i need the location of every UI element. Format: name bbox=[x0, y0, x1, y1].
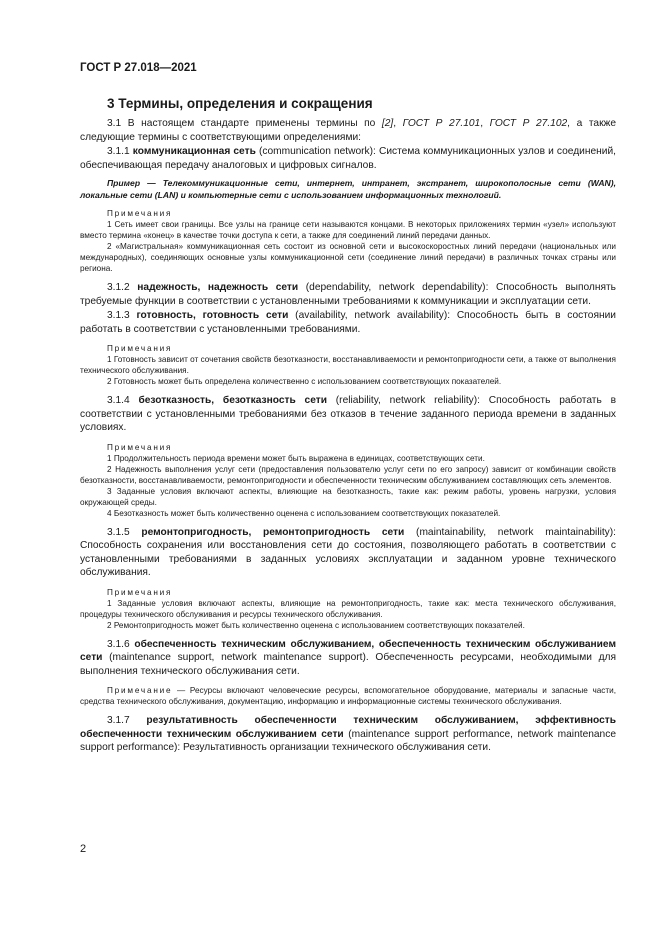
note-item: 3 Заданные условия включают аспекты, влияющие на безотказность, такие как: режим работы, уровень нагрузки, условия окружающей среды. bbox=[80, 486, 616, 507]
notes-heading: Примечания bbox=[107, 442, 173, 452]
term-name: надежность, надежность сети bbox=[137, 282, 299, 293]
page-number: 2 bbox=[80, 843, 87, 855]
standard-header: ГОСТ Р 27.018—2021 bbox=[80, 62, 197, 74]
note-label: Примечание bbox=[107, 686, 173, 695]
notes-heading: Примечания bbox=[107, 209, 173, 218]
note-item: 2 Надежность выполнения услуг сети (предоставления пользователю услуг сети по его запросу) зависит от комбинации свойств безотказности, восстанавливаемости, ремонтопригодности и обеспеченности техническим обслуживанием составляющих сеть элементов. bbox=[80, 464, 616, 485]
ref-gost-27-101: ГОСТ Р 27.101 bbox=[402, 118, 481, 129]
term-3-1-4: 3.1.4 безотказность, безотказность сети (reliability, network reliability): Способность работать в соответствии с установленными требованиями без отказов в течение заданного периода времени в заданных условиях. bbox=[80, 395, 616, 433]
note-item: 1 Сеть имеет свои границы. Все узлы на границе сети называются концами. В некоторых приложениях термин «узел» используют вместо термина «конец» в качестве точки доступа к сети, а также для соединений линий передачи данных. bbox=[80, 220, 616, 240]
term-name: безотказность, безотказность сети bbox=[138, 395, 327, 406]
term-name: ремонтопригодность, ремонтопригодность сети bbox=[141, 526, 405, 538]
term-name: обеспеченность техническим обслуживанием, обеспеченность техническим обслуживанием сети bbox=[80, 638, 616, 663]
notes-heading: Примечания bbox=[107, 587, 173, 597]
note-item: 1 Готовность зависит от сочетания свойств безотказности, восстанавливаемости и ремонтопригодности сети, а также от выполнения технического обслуживания. bbox=[80, 355, 616, 375]
note-item: 2 «Магистральная» коммуникационная сеть состоит из основной сети и высокоскоростных линий передачи (национальных или международных), соединяющих основные узлы коммуникационной сети (соединение линий передачи) в различных точках страны или региона. bbox=[80, 242, 616, 273]
term-3-1-5: 3.1.5 ремонтопригодность, ремонтопригодность сети (maintainability, network maintainability): Способность сохранения или восстановления сети до состояния, позволяющего работать в соответствии с установленными требованиями в заданных условиях эксплуатации и заданном уровне технического обслуживания. bbox=[80, 526, 616, 578]
notes-heading: Примечания bbox=[107, 344, 173, 353]
note-item: 2 Ремонтопригодность может быть количественно оценена с использованием соответствующих показателей. bbox=[107, 620, 525, 630]
note-item: 4 Безотказность может быть количественно оценена с использованием соответствующих показателей. bbox=[107, 508, 501, 518]
note-item: 1 Продолжительность периода времени может быть выражена в единицах, соответствующих сети. bbox=[107, 453, 485, 463]
note-item: 2 Готовность может быть определена количественно с использованием соответствующих показателей. bbox=[107, 377, 502, 386]
intro-paragraph: 3.1 В настоящем стандарте применены термины по [2], ГОСТ Р 27.101, ГОСТ Р 27.102, а также следующие термины с соответствующими определениями: bbox=[80, 118, 617, 143]
term-3-1-2: 3.1.2 надежность, надежность сети (dependability, network dependability): Способность выполнять требуемые функции в соответствии с установленными требованиями к коммуникации и эксплуатации сети. bbox=[80, 282, 616, 307]
note-item: 1 Заданные условия включают аспекты, влияющие на ремонтопригодность, такие как: места технического обслуживания, процедуры технического обслуживания и ресурсы технического обслуживания. bbox=[80, 598, 616, 619]
term-3-1-7: 3.1.7 результативность обеспеченности техническим обслуживанием, эффективность обеспеченности техническим обслуживанием сети (maintenance support performance, network maintenance support performance): Результативность организации технического обслуживания сети. bbox=[80, 715, 616, 753]
ref-bibliography: [2] bbox=[381, 118, 394, 129]
example-note: Пример — Телекоммуникационные сети, интернет, интранет, экстранет, широкополосные сети (WAN), локальные сети (LAN) и компьютерные сети с использованием информационных технологий. bbox=[80, 178, 616, 200]
term-name: готовность, готовность сети bbox=[136, 310, 289, 321]
term-name: коммуникационная сеть bbox=[132, 146, 256, 157]
section-title: 3 Термины, определения и сокращения bbox=[107, 96, 373, 111]
ref-gost-27-102: ГОСТ Р 27.102 bbox=[489, 118, 568, 129]
note-3-1-6: Примечание — Ресурсы включают человеческие ресурсы, вспомогательное оборудование, материалы и запасные части, средства технического обслуживания, документацию, информацию и информационные системы технического обслуживания. bbox=[80, 686, 616, 706]
term-3-1-1: 3.1.1 коммуникационная сеть (communication network): Система коммуникационных узлов и соединений, обеспечивающая передачу аналоговых и цифровых сигналов. bbox=[80, 146, 616, 171]
term-3-1-6: 3.1.6 обеспеченность техническим обслуживанием, обеспеченность техническим обслуживанием сети (maintenance support, network maintenance support). Обеспеченность ресурсами, необходимыми для выполнения технического обслуживания сети. bbox=[80, 638, 616, 677]
section-body bbox=[80, 117, 616, 755]
term-3-1-3: 3.1.3 готовность, готовность сети (availability, network availability): Способность быть в состоянии работать в соответствии с установленными требованиями. bbox=[80, 310, 616, 335]
term-name: результативность обеспеченности техническим обслуживанием, эффективность обеспеченности техническим обслуживанием сети bbox=[80, 715, 616, 740]
